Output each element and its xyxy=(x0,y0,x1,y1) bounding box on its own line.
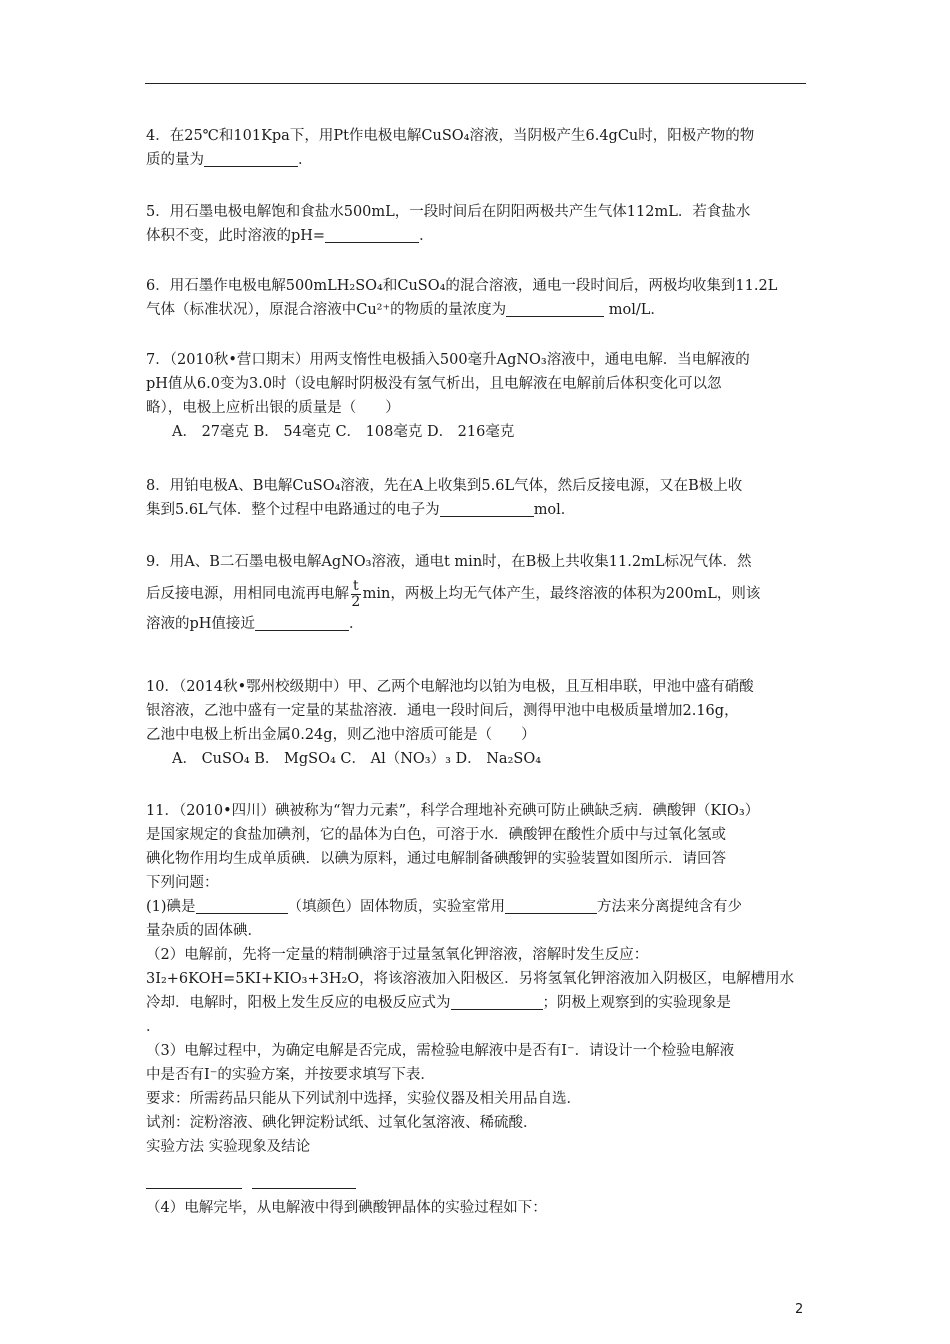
q11-part1-text: (1)碘是 xyxy=(146,899,196,915)
q9-line2-end: min，两极上均无气体产生，最终溶液的体积为200mL，则该 xyxy=(362,586,761,602)
fraction-numerator: t xyxy=(353,577,359,594)
q11-part3-line2: 中是否有I⁻的实验方案，并按要求填写下表． xyxy=(146,1067,435,1083)
table-cell-line-result[interactable] xyxy=(252,1188,356,1189)
question-4 xyxy=(146,124,808,172)
q11-line3: 碘化物作用均生成单质碘．以碘为原料，通过电解制备碘酸钾的实验装置如图所示．请回答 xyxy=(146,851,726,867)
answer-blank[interactable] xyxy=(196,897,288,914)
answer-blank[interactable] xyxy=(506,300,604,317)
q11-part3-line1: （3）电解过程中，为确定电解是否完成，需检验电解液中是否有I⁻．请设计一个检验电解液 xyxy=(146,1043,735,1059)
answer-blank[interactable] xyxy=(204,150,298,167)
fraction-t-over-2 xyxy=(351,579,361,610)
question-6 xyxy=(146,274,808,322)
q6-line2 xyxy=(146,298,808,322)
q11-part1 xyxy=(146,895,808,919)
q9-line3-end: ． xyxy=(348,616,364,632)
q6-line2-end: mol/L． xyxy=(604,302,665,318)
q11-part3-line3: 要求：所需药品只能从下列试剂中选择，实验仪器及相关用品自选． xyxy=(146,1091,581,1107)
q4-line2-text: 质的量为 xyxy=(146,152,204,168)
q10-line3: 乙池中电极上析出金属0.24g，则乙池中溶质可能是（ ） xyxy=(146,727,536,743)
answer-blank[interactable] xyxy=(451,993,543,1010)
q8-line1: 8．用铂电极A、B电解CuSO₄溶液，先在A上收集到5.6L气体，然后反接电源，又在B极上收 xyxy=(146,478,743,494)
q11-part1-line2: 量杂质的固体碘． xyxy=(146,923,262,939)
q11-part2-line3 xyxy=(146,991,808,1015)
answer-blank[interactable] xyxy=(440,500,534,517)
q4-line1: 4．在25℃和101Kpa下，用Pt作电极电解CuSO₄溶液，当阴极产生6.4gCu时，阳极产物的物 xyxy=(146,128,755,144)
q11-part2-line4: ． xyxy=(146,1019,161,1035)
q11-part2-line1: （2）电解前，先将一定量的精制碘溶于过量氢氧化钾溶液，溶解时发生反应： xyxy=(146,947,649,963)
fraction-denominator: 2 xyxy=(351,593,361,610)
q8-line2-text: 集到5.6L气体．整个过程中电路通过的电子为 xyxy=(146,502,440,518)
q5-line2-end: ． xyxy=(419,228,434,244)
q11-part2-line2: 3I₂+6KOH=5KI+KIO₃+3H₂O，将该溶液加入阳极区．另将氢氧化钾溶液加入阴极区，电解槽用水 xyxy=(146,971,795,987)
q8-line2-end: mol． xyxy=(533,502,576,518)
q5-line1: 5．用石墨电极电解饱和食盐水500mL，一段时间后在阴阳两极共产生气体112mL．若食盐水 xyxy=(146,204,751,220)
q9-line3-text: 溶液的pH值接近 xyxy=(146,616,255,632)
q6-line1: 6．用石墨作电极电解500mLH₂SO₄和CuSO₄的混合溶液，通电一段时间后，两极均收集到11.2L xyxy=(146,278,778,294)
q7-line3: 略），电极上应析出银的质量是（ ） xyxy=(146,400,400,416)
table-header: 实验方法 实验现象及结论 xyxy=(146,1139,311,1155)
q5-line2-text: 体积不变，此时溶液的pH= xyxy=(146,228,326,244)
question-5 xyxy=(146,200,808,248)
header-rule xyxy=(145,83,806,84)
q11-part2-line3-text: 冷却．电解时，阳极上发生反应的电极反应式为 xyxy=(146,995,451,1011)
q11-part1-end: 方法来分离提纯含有少 xyxy=(597,899,743,915)
question-10 xyxy=(146,675,808,771)
q5-line2 xyxy=(146,224,808,248)
q11-part1-mid: （填颜色）固体物质，实验室常用 xyxy=(287,899,506,915)
question-8 xyxy=(146,474,808,522)
question-9 xyxy=(146,550,808,636)
q6-line2-text: 气体（标准状况），原混合溶液中Cu²⁺的物质的量浓度为 xyxy=(146,302,507,318)
q9-line2 xyxy=(146,574,808,614)
q11-part2-line3-end: ；阴极上观察到的实验现象是 xyxy=(542,995,731,1011)
q10-line1: 10．（2014秋•鄂州校级期中）甲、乙两个电解池均以铂为电极，且互相串联，甲池中盛有硝酸 xyxy=(146,679,754,695)
q11-line4: 下列问题： xyxy=(146,875,219,891)
q10-options: A． CuSO₄ B． MgSO₄ C． Al（NO₃）₃ D． Na₂SO₄ xyxy=(172,751,542,767)
q10-line2: 银溶液，乙池中盛有一定量的某盐溶液．通电一段时间后，测得甲池中电极质量增加2.16g， xyxy=(146,703,739,719)
table-answer-lines xyxy=(146,1188,356,1190)
q11-part3-line4: 试剂：淀粉溶液、碘化钾淀粉试纸、过氧化氢溶液、稀硫酸． xyxy=(146,1115,538,1131)
answer-blank[interactable] xyxy=(505,897,597,914)
q7-line1: 7．（2010秋•营口期末）用两支惰性电极插入500毫升AgNO₃溶液中，通电电解．当电解液的 xyxy=(146,352,750,368)
q8-line2 xyxy=(146,498,808,522)
q7-line2: pH值从6.0变为3.0时（设电解时阴极没有氢气析出，且电解液在电解前后体积变化可以忽 xyxy=(146,376,722,392)
table-cell-line-method[interactable] xyxy=(146,1188,242,1189)
question-11-part4 xyxy=(146,1196,808,1220)
answer-blank[interactable] xyxy=(255,614,349,631)
q9-line1: 9．用A、B二石墨电极电解AgNO₃溶液，通电t min时，在B极上共收集11.2mL标况气体．然 xyxy=(146,554,752,570)
page-number: 2 xyxy=(795,1302,804,1317)
q4-line2-end: ． xyxy=(298,152,313,168)
q11-line1: 11．（2010•四川）碘被称为“智力元素”，科学合理地补充碘可防止碘缺乏病．碘酸钾（KIO₃） xyxy=(146,803,760,819)
q9-line3 xyxy=(146,612,808,636)
q11-part4-line1: （4）电解完毕，从电解液中得到碘酸钾晶体的实验过程如下： xyxy=(146,1200,547,1216)
question-7 xyxy=(146,348,808,444)
question-11 xyxy=(146,799,808,1159)
answer-blank[interactable] xyxy=(325,226,419,243)
q11-line2: 是国家规定的食盐加碘剂，它的晶体为白色，可溶于水．碘酸钾在酸性介质中与过氧化氢或 xyxy=(146,827,726,843)
q4-line2 xyxy=(146,148,808,172)
q7-options: A． 27毫克 B． 54毫克 C． 108毫克 D． 216毫克 xyxy=(172,424,515,440)
q9-line2-text: 后反接电源，用相同电流再电解 xyxy=(146,586,349,602)
